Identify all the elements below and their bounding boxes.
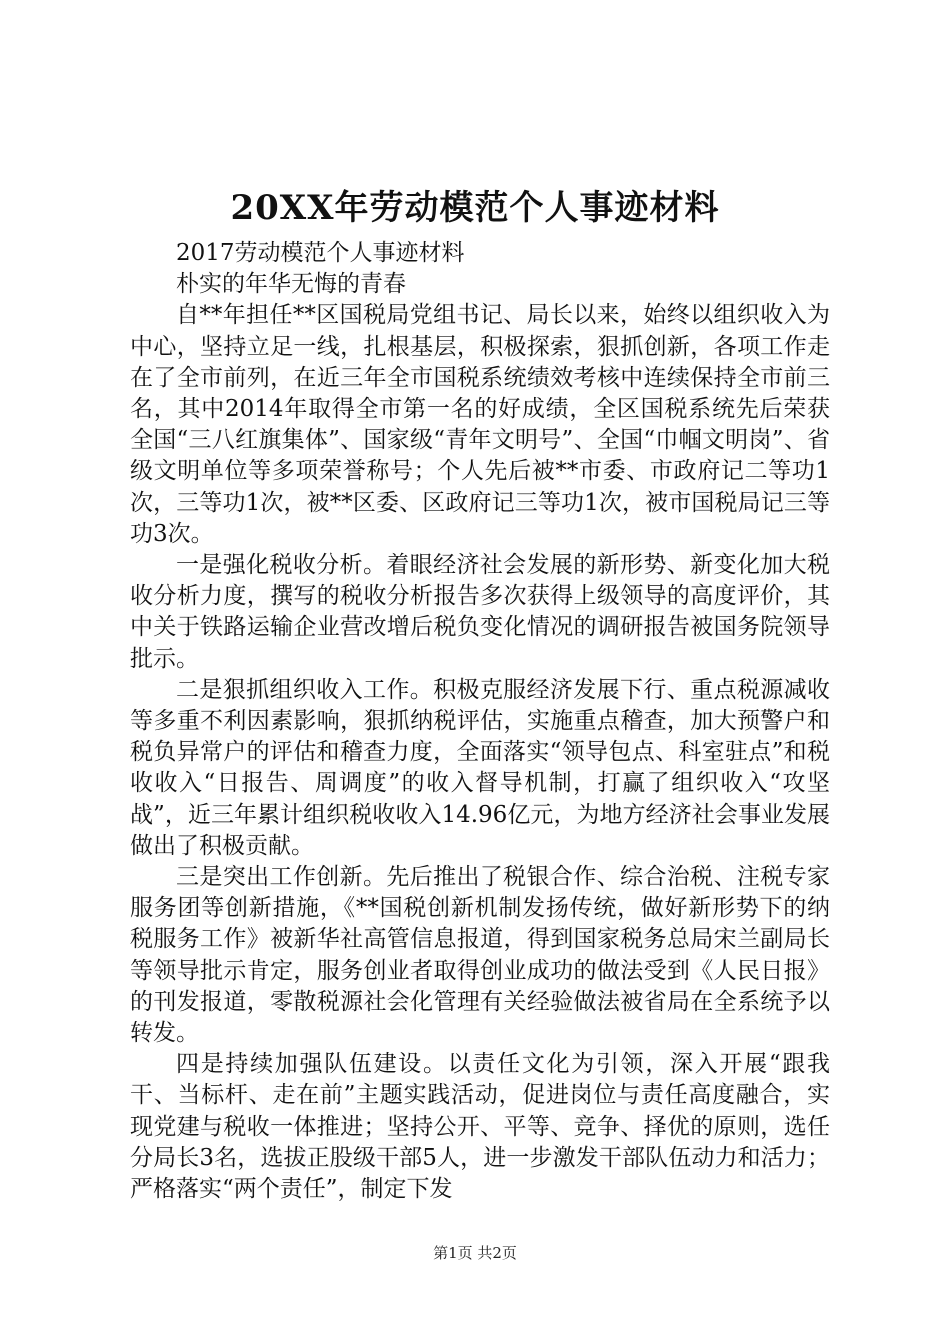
paragraph-tax-analysis: 一是强化税收分析。着眼经济社会发展的新形势、新变化加大税收分析力度，撰写的税收分析报告多次获得上级领导的高度评价，其中关于铁路运输企业营改增后税负变化情况的调研报告被国务院领导批示。 — [130, 552, 830, 672]
document-body — [130, 238, 830, 1205]
document-title: 20XX年劳动模范个人事迹材料 — [230, 188, 720, 228]
paragraph-subtitle-motto: 朴实的年华无悔的青春 — [176, 271, 406, 298]
paragraph-intro: 自**年担任**区国税局党组书记、局长以来，始终以组织收入为中心，坚持立足一线，扎根基层，积极探索，狠抓创新，各项工作走在了全市前列，在近三年全市国税系统绩效考核中连续保持全市前三名，其中2014年取得全市第一名的好成绩，全区国税系统先后荣获全国“三八红旗集体”、国家级“青年文明号”、全国“巾帼文明岗”、省级文明单位等多项荣誉称号；个人先后被**市委、市政府记二等功1次，三等功1次，被**区委、区政府记三等功1次，被市国税局记三等功3次。 — [130, 302, 830, 547]
page-number-footer: 第1页 共2页 — [433, 1244, 517, 1262]
paragraph-team-building: 四是持续加强队伍建设。以责任文化为引领，深入开展“跟我干、当标杆、走在前”主题实践活动，促进岗位与责任高度融合，实现党建与税收一体推进；坚持公开、平等、竞争、择优的原则，选任分局长3名，选拔正股级干部5人，进一步激发干部队伍动力和活力；严格落实“两个责任”，制定下发 — [130, 1051, 830, 1203]
paragraph-revenue-work: 二是狠抓组织收入工作。积极克服经济发展下行、重点税源减收等多重不利因素影响，狠抓纳税评估，实施重点稽查，加大预警户和税负异常户的评估和稽查力度，全面落实“领导包点、科室驻点”和税收收入“日报告、周调度”的收入督导机制，打赢了组织收入“攻坚战”，近三年累计组织税收收入14.96亿元，为地方经济社会事业发展做出了积极贡献。 — [130, 676, 830, 859]
paragraph-subtitle-year: 2017劳动模范个人事迹材料 — [176, 240, 465, 266]
paragraph-innovation: 三是突出工作创新。先后推出了税银合作、综合治税、注税专家服务团等创新措施，《**国税创新机制发扬传统，做好新形势下的纳税服务工作》被新华社高管信息报道，得到国家税务总局宋兰副局长等领导批示肯定，服务创业者取得创业成功的做法受到《人民日报》的刊发报道，零散税源社会化管理有关经验做法被省局在全系统予以转发。 — [130, 864, 830, 1047]
